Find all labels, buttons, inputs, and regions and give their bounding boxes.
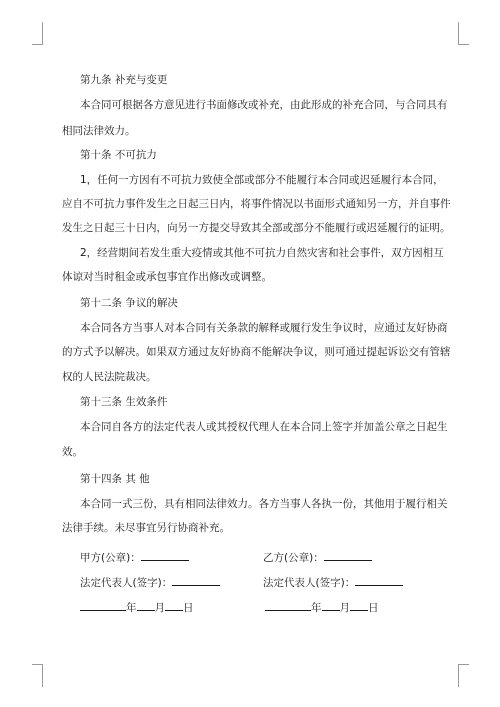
article-10-title: 第十条 不可抗力 [80,149,157,161]
article-14-line-2: 法律手续。未尽事宜另行协商补充。 [62,522,230,534]
article-13-line-2: 效。 [62,446,83,458]
crop-mark-bottom-left [32,664,43,687]
article-9-title: 第九条 补充与变更 [80,74,168,86]
article-9-line-1: 本合同可根据各方意见进行书面修改或补充，由此形成的补充合同，与合同具有 [80,99,448,111]
date-b-year-blank[interactable] [265,599,311,611]
party-b-date [265,599,379,615]
crop-mark-bottom-right [458,664,469,687]
date-b-month-blank[interactable] [322,599,340,611]
article-9-line-2: 相同法律效力。 [62,125,136,137]
crop-mark-top-left [32,22,43,45]
date-b-day-blank[interactable] [350,599,368,611]
crop-mark-top-right [458,22,469,45]
rep-b-blank[interactable] [355,574,403,586]
date-a-day-label: 日 [183,602,194,614]
article-10-p1-line-1: 1，任何一方因有不可抗力致使全部或部分不能履行本合同或迟延履行本合同， [80,174,444,186]
date-a-year-blank[interactable] [80,599,126,611]
rep-a-label: 法定代表人(签字)： [80,577,173,589]
party-a-representative [80,574,220,590]
date-b-day-label: 日 [368,602,379,614]
article-14-line-1: 本合同一式三份，具有相同法律效力。各方当事人各执一份，其他用于履行相关 [80,498,448,510]
article-12-line-2: 的方式予以解决。如果双方通过友好协商不能解决争议，则可通过提起诉讼交有管辖 [62,346,451,358]
party-a-label: 甲方(公章)： [80,552,141,564]
rep-a-blank[interactable] [172,574,220,586]
article-10-p2-line-2: 体谅对当时租金或承包事宜作出修改或调整。 [62,271,272,283]
article-12-line-1: 本合同各方当事人对本合同有关条款的解释或履行发生争议时，应通过友好协商 [80,322,448,334]
date-a-month-label: 月 [154,602,165,614]
article-12-title: 第十二条 争议的解决 [80,297,178,309]
party-b-representative [263,574,403,590]
party-b-seal [263,549,372,565]
party-b-blank[interactable] [324,549,372,561]
party-a-date [80,599,194,615]
party-a-blank[interactable] [141,549,189,561]
article-10-p2-line-1: 2，经营期间若发生重大疫情或其他不可抗力自然灾害和社会事件，双方因相互 [80,247,444,259]
party-a-seal [80,549,189,565]
article-10-p1-line-2: 应自不可抗力事件发生之日起三日内，将事件情况以书面形式通知另一方，并自事件 [62,198,451,210]
article-12-line-3: 权的人民法院裁决。 [62,371,157,383]
date-a-month-blank[interactable] [137,599,155,611]
date-b-month-label: 月 [339,602,350,614]
article-13-line-1: 本合同自各方的法定代表人或其授权代理人在本合同上签字并加盖公章之日起生 [80,421,448,433]
article-10-p1-line-3: 发生之日起三十日内，向另一方提交导致其全部或部分不能履行或迟延履行的证明。 [62,222,451,234]
rep-b-label: 法定代表人(签字)： [263,577,356,589]
article-14-title: 第十四条 其 他 [80,473,150,485]
party-b-label: 乙方(公章)： [263,552,324,564]
article-13-title: 第十三条 生效条件 [80,396,168,408]
date-a-day-blank[interactable] [165,599,183,611]
date-a-year-label: 年 [126,602,137,614]
date-b-year-label: 年 [311,602,322,614]
